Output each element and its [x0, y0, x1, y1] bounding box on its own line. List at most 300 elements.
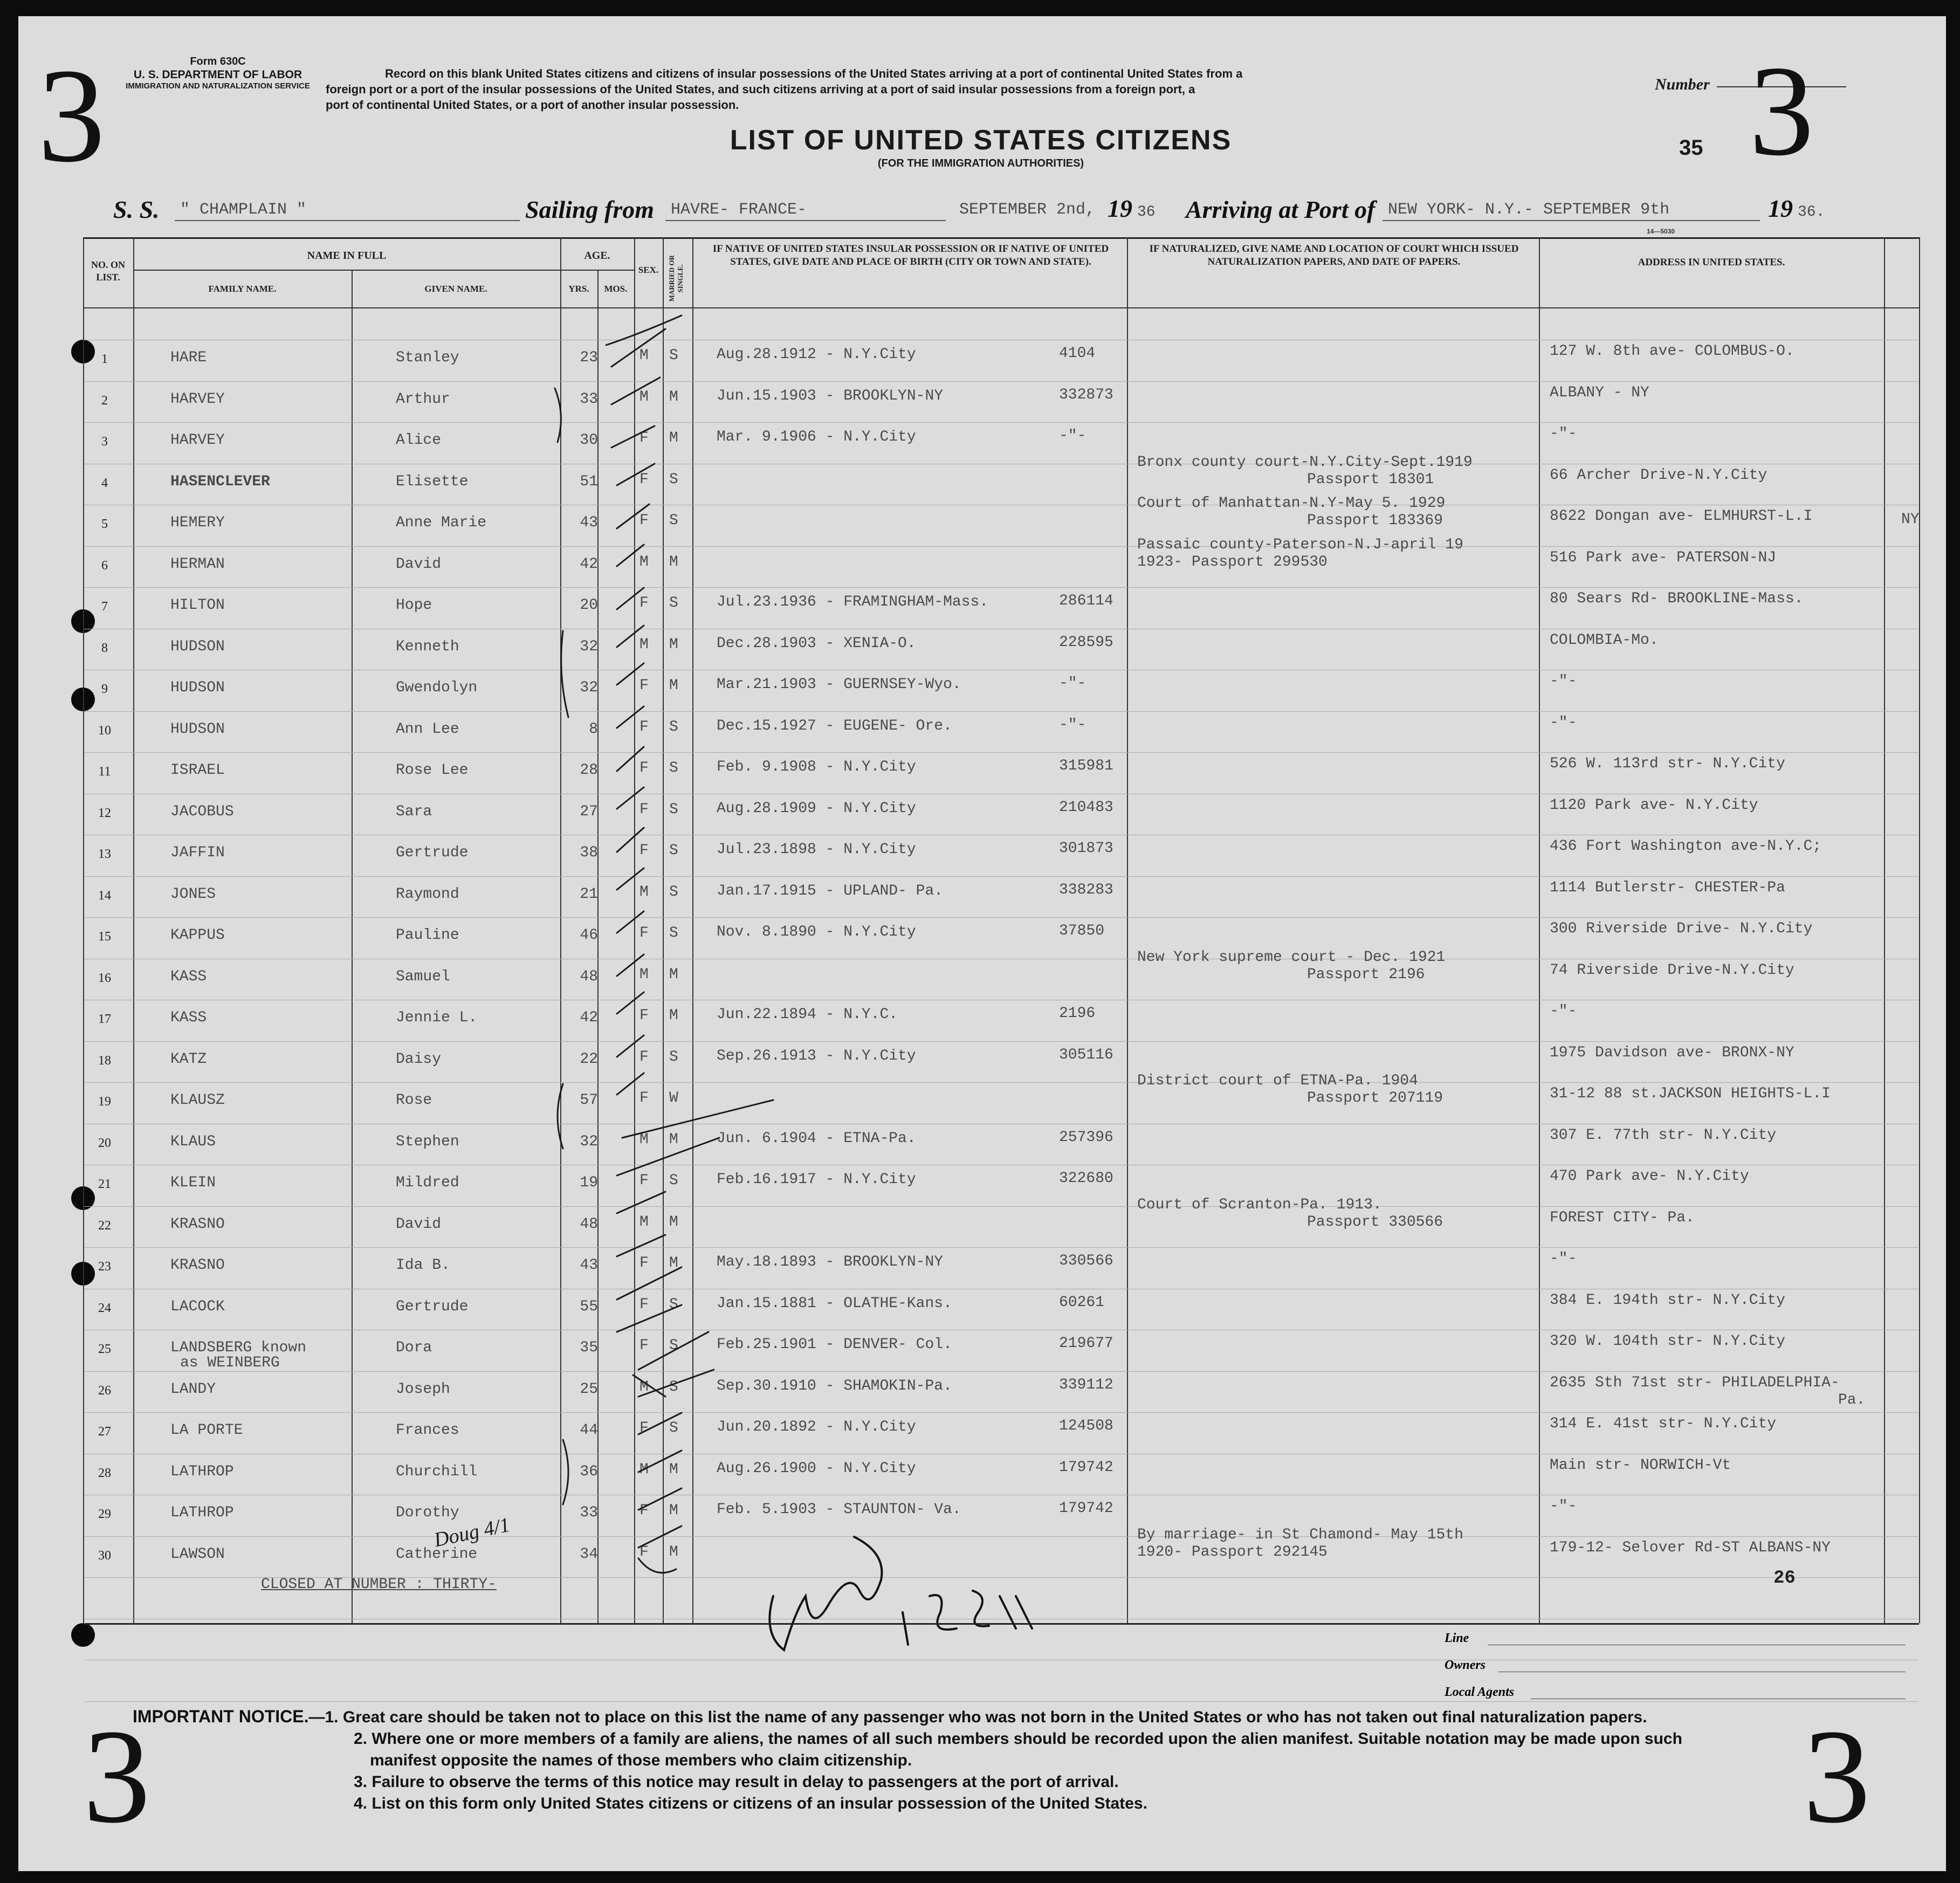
row-passport: 228595 — [1059, 634, 1113, 651]
row-marital: M — [669, 966, 678, 983]
row-no: 21 — [98, 1177, 111, 1191]
table-bottom-border — [83, 1623, 1919, 1625]
row-yrs: 21 — [580, 885, 598, 903]
row-sex: F — [639, 718, 649, 736]
row-given: Rose Lee — [396, 762, 469, 779]
row-sex: F — [639, 1420, 649, 1437]
row-passport: 179742 — [1059, 1459, 1113, 1476]
row-birth: Jun.15.1903 - BROOKLYN-NY — [717, 387, 944, 404]
row-birth: Aug.28.1912 - N.Y.City — [717, 346, 916, 363]
row-yrs: 32 — [580, 679, 598, 696]
row-birth: Mar.21.1903 - GUERNSEY-Wyo. — [717, 676, 961, 693]
row-family: LANDY — [170, 1380, 216, 1398]
row-family: HUDSON — [170, 679, 225, 696]
row-no: 11 — [98, 765, 111, 779]
row-no: 10 — [98, 723, 111, 738]
row-no: 30 — [98, 1548, 111, 1563]
line-label: Line — [1445, 1631, 1469, 1645]
row-family: KLAUS — [170, 1133, 216, 1150]
row-sex: M — [639, 388, 649, 406]
row-marital: M — [669, 636, 678, 653]
row-no: 23 — [98, 1260, 111, 1274]
row-address: 1975 Davidson ave- BRONX-NY — [1550, 1044, 1794, 1061]
row-passport: 330566 — [1059, 1253, 1113, 1269]
row-no: 18 — [98, 1053, 111, 1068]
row-given: Jennie L. — [396, 1009, 478, 1026]
row-no: 6 — [101, 558, 108, 573]
row-yrs: 48 — [580, 968, 598, 985]
row-address-continued: Pa. — [1838, 1391, 1866, 1408]
year-prefix: 19 — [1108, 195, 1132, 222]
row-yrs: 51 — [580, 473, 598, 490]
row-marital: S — [669, 1048, 678, 1066]
row-given: Dora — [396, 1339, 432, 1356]
row-marital: M — [669, 553, 678, 571]
row-sex: M — [639, 1213, 649, 1231]
row-family: JAFFIN — [170, 844, 225, 861]
row-sex: F — [639, 1337, 649, 1354]
row-address: 300 Riverside Drive- N.Y.City — [1550, 920, 1813, 937]
row-passport: 124508 — [1059, 1418, 1113, 1434]
row-sex: F — [639, 1502, 649, 1519]
local-agents-label: Local Agents — [1445, 1685, 1515, 1699]
row-sex: F — [639, 760, 649, 776]
row-nat1: Court of Scranton-Pa. 1913. — [1137, 1196, 1382, 1213]
row-yrs: 55 — [580, 1298, 598, 1315]
header-married: MARRIED OR SINGLE. — [667, 255, 684, 302]
row-birth: Nov. 8.1890 - N.Y.City — [717, 924, 916, 940]
header-yrs: YRS. — [568, 284, 589, 294]
row-birth: Feb.16.1917 - N.Y.City — [717, 1171, 916, 1188]
row-no: 17 — [98, 1012, 111, 1026]
header-family-name: FAMILY NAME. — [208, 284, 277, 294]
row-marital: M — [669, 430, 678, 446]
row-sex: F — [639, 1007, 649, 1024]
row-sex: F — [639, 512, 649, 529]
row-sex: M — [639, 883, 649, 901]
row-address: Main str- NORWICH-Vt — [1550, 1456, 1731, 1474]
row-address: FOREST CITY- Pa. — [1550, 1209, 1695, 1226]
row-marital: M — [669, 1461, 678, 1478]
row-passport: 315981 — [1059, 758, 1113, 774]
row-address: 470 Park ave- N.Y.City — [1550, 1168, 1749, 1185]
row-birth: Jun.22.1894 - N.Y.C. — [717, 1006, 898, 1023]
sailing-from: HAVRE- FRANCE- — [671, 201, 807, 219]
row-family: HARE — [170, 349, 207, 366]
row-yrs: 28 — [580, 762, 598, 779]
row-family: KASS — [170, 968, 207, 985]
row-passport: 257396 — [1059, 1129, 1113, 1146]
row-family: JACOBUS — [170, 803, 234, 820]
row-given: Stephen — [396, 1133, 459, 1150]
row-birth: Dec.15.1927 - EUGENE- Ore. — [717, 717, 952, 734]
row-no: 9 — [101, 682, 108, 696]
row-given: Joseph — [396, 1380, 450, 1398]
row-marital: S — [669, 1337, 678, 1354]
row-sex: M — [639, 1131, 649, 1148]
row-marital: M — [669, 388, 678, 406]
row-address: 66 Archer Drive-N.Y.City — [1550, 466, 1768, 484]
row-given: Samuel — [396, 968, 450, 985]
row-yrs: 22 — [580, 1050, 598, 1068]
row-family: JONES — [170, 885, 216, 903]
header-naturalized: IF NATURALIZED, GIVE NAME AND LOCATION OF COURT WHICH ISSUED NATURALIZATION PAPERS, AND DATE OF PAPERS. — [1149, 243, 1519, 267]
row-sex: M — [639, 1378, 649, 1396]
corner-number-bottom-right: 3 — [1803, 1702, 1870, 1851]
row-marital: W — [669, 1090, 678, 1107]
row-nat1: By marriage- in St Chamond- May 15th — [1137, 1526, 1463, 1543]
row-sex: M — [639, 636, 649, 653]
page-subtitle: (FOR THE IMMIGRATION AUTHORITIES) — [877, 157, 1084, 169]
notice-item: 4. List on this form only United States citizens or citizens of an insular possession of the United States. — [354, 1795, 1147, 1812]
row-given: Kenneth — [396, 638, 459, 655]
row-passport: 210483 — [1059, 799, 1113, 816]
row-sex: M — [639, 347, 649, 364]
row-yrs: 57 — [580, 1092, 598, 1109]
row-nat2: Passport 183369 — [1307, 512, 1443, 529]
row-birth: May.18.1893 - BROOKLYN-NY — [717, 1254, 944, 1270]
row-passport: 179742 — [1059, 1500, 1113, 1517]
row-address: -"- — [1550, 425, 1577, 442]
row-marital: M — [669, 1007, 678, 1024]
row-birth: Jul.23.1898 - N.Y.City — [717, 841, 916, 858]
instruction-line: Record on this blank United States citizens and citizens of insular possessions of the United States arriving at a port of continental United States from a — [385, 67, 1243, 80]
notice-title: IMPORTANT NOTICE. — [133, 1707, 309, 1726]
row-birth: Feb. 9.1908 - N.Y.City — [717, 759, 916, 775]
corner-number-bottom-left: 3 — [83, 1702, 150, 1851]
row-no: 24 — [98, 1301, 111, 1315]
row-nat1: District court of ETNA-Pa. 1904 — [1137, 1073, 1418, 1089]
row-marital: S — [669, 760, 678, 776]
department-name: U. S. DEPARTMENT OF LABOR — [133, 68, 302, 81]
row-sex: F — [639, 1543, 649, 1561]
row-sex: F — [639, 1090, 649, 1107]
row-no: 25 — [98, 1342, 111, 1356]
row-marital: S — [669, 512, 678, 529]
row-address: COLOMBIA-Mo. — [1550, 631, 1659, 649]
row-address: 1114 Butlerstr- CHESTER-Pa — [1550, 879, 1785, 896]
row-birth: Jan.17.1915 - UPLAND- Pa. — [717, 882, 944, 899]
row-given: Hope — [396, 597, 432, 614]
row-birth: Feb. 5.1903 - STAUNTON- Va. — [717, 1501, 961, 1518]
row-sex: F — [639, 1255, 649, 1272]
row-yrs: 43 — [580, 1257, 598, 1274]
row-yrs: 8 — [589, 720, 598, 738]
row-given: David — [396, 555, 442, 573]
row-family: KASS — [170, 1009, 207, 1026]
row-address: 1120 Park ave- N.Y.City — [1550, 796, 1758, 814]
row-sex: F — [639, 801, 649, 818]
row-no: 5 — [101, 517, 108, 531]
row-no: 4 — [101, 476, 108, 490]
header-age: AGE. — [584, 250, 610, 262]
row-sex: M — [639, 553, 649, 571]
sailing-date: SEPTEMBER 2nd, — [959, 201, 1096, 219]
row-given: Daisy — [396, 1050, 442, 1068]
row-birth: Jul.23.1936 - FRAMINGHAM-Mass. — [717, 594, 989, 610]
arriving-port: NEW YORK- N.Y.- SEPTEMBER 9th — [1388, 201, 1670, 219]
signature-scribble — [769, 1537, 1032, 1650]
row-marital: S — [669, 1378, 678, 1396]
row-no: 1 — [101, 352, 108, 366]
row-nat2: Passport 18301 — [1307, 471, 1434, 488]
row-family: KAPPUS — [170, 927, 225, 944]
row-given: Sara — [396, 803, 432, 820]
row-yrs: 25 — [580, 1380, 598, 1398]
row-marital: S — [669, 471, 678, 488]
arriving-year: 36. — [1798, 204, 1825, 221]
row-given: Raymond — [396, 885, 459, 903]
row-address: 179-12- Selover Rd-ST ALBANS-NY — [1550, 1539, 1831, 1556]
row-no: 28 — [98, 1466, 111, 1480]
row-birth: Sep.30.1910 - SHAMOKIN-Pa. — [717, 1377, 952, 1394]
row-address: -"- — [1550, 1003, 1577, 1020]
row-address: 526 W. 113rd str- N.Y.City — [1550, 755, 1785, 772]
row-sex: F — [639, 471, 649, 488]
sailing-label: Sailing from — [525, 196, 655, 223]
row-marital: S — [669, 1296, 678, 1313]
header-address: ADDRESS IN UNITED STATES. — [1638, 257, 1785, 268]
row-address: -"- — [1550, 714, 1577, 731]
row-birth: Aug.28.1909 - N.Y.City — [717, 800, 916, 817]
row-passport: 60261 — [1059, 1294, 1105, 1311]
header-birth: IF NATIVE OF UNITED STATES INSULAR POSSESSION OR IF NATIVE OF UNITED STATES, GIVE DATE AND PLACE OF BIRTH (CITY OR TOWN AND STATE). — [712, 243, 1109, 267]
row-given: Elisette — [396, 473, 469, 490]
row-address: 31-12 88 st.JACKSON HEIGHTS-L.I — [1550, 1085, 1831, 1102]
row-given: Catherine — [396, 1545, 478, 1563]
notice-item: manifest opposite the names of those members who claim citizenship. — [370, 1751, 912, 1769]
row-family: HARVEY — [170, 432, 225, 449]
row-yrs: 30 — [580, 432, 598, 449]
row-given: Dorothy — [396, 1504, 459, 1521]
row-marital: M — [669, 1213, 678, 1231]
row-given: Gertrude — [396, 1298, 469, 1315]
row-family: HILTON — [170, 597, 225, 614]
row-yrs: 43 — [580, 514, 598, 531]
notice-item: 2. Where one or more members of a family are aliens, the names of all such members should be recorded upon the alien manifest. Suitable notation may be made upon such — [354, 1730, 1682, 1748]
row-birth: Mar. 9.1906 - N.Y.City — [717, 429, 916, 445]
row-no: 29 — [98, 1507, 111, 1521]
row-nat2: 1920- Passport 292145 — [1137, 1543, 1328, 1561]
row-no: 19 — [98, 1095, 111, 1109]
row-yrs: 35 — [580, 1339, 598, 1356]
row-yrs: 32 — [580, 638, 598, 655]
row-sex: F — [639, 1296, 649, 1313]
header-no: NO. ON LIST. — [91, 259, 125, 283]
row-family: HUDSON — [170, 720, 225, 738]
row-yrs: 36 — [580, 1463, 598, 1480]
row-family: KATZ — [170, 1050, 207, 1068]
notice-item: 3. Failure to observe the terms of this notice may result in delay to passengers at the port of arrival. — [354, 1773, 1119, 1791]
row-marital: M — [669, 1502, 678, 1519]
row-family: HARVEY — [170, 390, 225, 408]
row-birth: Feb.25.1901 - DENVER- Col. — [717, 1336, 952, 1353]
row-nat1: Passaic county-Paterson-N.J-april 19 — [1137, 536, 1463, 553]
header-mos: MOS. — [604, 284, 628, 294]
row-family-alias: as WEINBERG — [180, 1355, 280, 1371]
row-family: LA PORTE — [170, 1422, 243, 1439]
header-name-in-full: NAME IN FULL — [307, 250, 387, 262]
row-yrs: 27 — [580, 803, 598, 820]
row-family: HASENCLEVER — [170, 473, 270, 490]
notice-item: —1. Great care should be taken not to place on this list the name of any passenger who was not born in the United States or who has not taken out final naturalization papers. — [308, 1708, 1647, 1726]
row-no: 7 — [101, 600, 108, 614]
row-passport: 301873 — [1059, 840, 1113, 857]
row-nat2: Passport 207119 — [1307, 1090, 1443, 1107]
row-given: Pauline — [396, 927, 459, 944]
row-sex: F — [639, 1172, 649, 1189]
row-marital: S — [669, 1420, 678, 1437]
row-nat2: Passport 330566 — [1307, 1213, 1443, 1231]
handwritten-annotation: Doug 4/1 — [432, 1513, 512, 1552]
row-given: Ann Lee — [396, 720, 459, 738]
service-name: IMMIGRATION AND NATURALIZATION SERVICE — [126, 81, 310, 91]
row-address: -"- — [1550, 1250, 1577, 1267]
row-passport: 37850 — [1059, 923, 1105, 939]
row-marital: S — [669, 347, 678, 364]
row-given: David — [396, 1215, 442, 1233]
row-no: 15 — [98, 930, 111, 944]
row-no: 20 — [98, 1136, 111, 1150]
row-no: 8 — [101, 641, 108, 655]
corner-number-top-left: 3 — [38, 41, 105, 190]
arriving-year-prefix: 19 — [1768, 195, 1793, 222]
row-given: Gwendolyn — [396, 679, 478, 696]
row-passport: -"- — [1059, 428, 1086, 444]
row-birth: Jun.20.1892 - N.Y.City — [717, 1419, 916, 1435]
row-sex: F — [639, 677, 649, 694]
row-sex: M — [639, 1461, 649, 1478]
row-family: KRASNO — [170, 1215, 225, 1233]
row-no: 14 — [98, 888, 111, 903]
footer-count: 26 — [1773, 1568, 1796, 1589]
row-address: 320 W. 104th str- N.Y.City — [1550, 1333, 1785, 1350]
row-family: KRASNO — [170, 1257, 225, 1274]
row-sex: F — [639, 595, 649, 611]
row-nat2: 1923- Passport 299530 — [1137, 553, 1328, 571]
row-marital: S — [669, 883, 678, 901]
row-yrs: 19 — [580, 1174, 598, 1191]
row-address: 8622 Dongan ave- ELMHURST-L.I — [1550, 508, 1813, 525]
header-given-name: GIVEN NAME. — [424, 284, 487, 294]
row-nat1: Court of Manhattan-N.Y-May 5. 1929 — [1137, 495, 1446, 512]
page-title: LIST OF UNITED STATES CITIZENS — [730, 125, 1232, 156]
page-number: 35 — [1679, 136, 1703, 160]
row-family: ISRAEL — [170, 762, 225, 779]
row-given: Ida B. — [396, 1257, 450, 1274]
instruction-line: foreign port or a port of the insular possessions of the United States, and such citizens arriving at a port of said insular possessions from a foreign port, a — [326, 83, 1195, 97]
list-number: 3 — [1749, 39, 1814, 182]
row-passport: 2196 — [1059, 1005, 1096, 1022]
number-label: Number — [1655, 75, 1710, 93]
manifest-sheet — [18, 16, 1946, 1871]
row-sex: F — [639, 1048, 649, 1066]
row-given: Stanley — [396, 349, 459, 366]
owners-label: Owners — [1445, 1658, 1486, 1672]
row-no: 12 — [98, 806, 111, 820]
row-family: LATHROP — [170, 1463, 234, 1480]
handwritten-check-marks — [18, 16, 1946, 1871]
row-birth: Sep.26.1913 - N.Y.City — [717, 1047, 916, 1064]
ship-name: " CHAMPLAIN " — [180, 201, 307, 219]
row-sex: F — [639, 925, 649, 942]
ship-label: S. S. — [113, 196, 160, 223]
row-nat2: Passport 2196 — [1307, 966, 1425, 983]
row-family: HEMERY — [170, 514, 225, 531]
row-given: Gertrude — [396, 844, 469, 861]
row-sex: M — [639, 966, 649, 983]
row-address: 436 Fort Washington ave-N.Y.C; — [1550, 838, 1822, 855]
row-birth: Aug.26.1900 - N.Y.City — [717, 1460, 916, 1477]
row-family: HERMAN — [170, 555, 225, 573]
row-address: 74 Riverside Drive-N.Y.City — [1550, 961, 1794, 979]
row-no: 13 — [98, 847, 111, 861]
row-given: Alice — [396, 432, 442, 449]
row-marital: M — [669, 1543, 678, 1561]
row-given: Frances — [396, 1422, 459, 1439]
row-address: -"- — [1550, 1498, 1577, 1515]
row-birth: Jan.15.1881 - OLATHE-Kans. — [717, 1295, 952, 1312]
row-marital: S — [669, 842, 678, 859]
row-yrs: 38 — [580, 844, 598, 861]
margin-note: NY — [1901, 511, 1920, 528]
row-address: 516 Park ave- PATERSON-NJ — [1550, 549, 1777, 566]
header-sex: SEX. — [638, 265, 659, 275]
row-family: LATHROP — [170, 1504, 234, 1521]
row-sex: F — [639, 430, 649, 446]
row-address: 384 E. 194th str- N.Y.City — [1550, 1291, 1785, 1309]
row-given: Arthur — [396, 390, 450, 408]
row-sex: F — [639, 842, 649, 859]
row-address: -"- — [1550, 673, 1577, 690]
row-given: Mildred — [396, 1174, 459, 1191]
row-given: Churchill — [396, 1463, 478, 1480]
row-address: 127 W. 8th ave- COLOMBUS-O. — [1550, 343, 1794, 360]
row-passport: -"- — [1059, 716, 1086, 733]
closed-at-number: CLOSED AT NUMBER : THIRTY- — [261, 1576, 497, 1593]
row-marital: S — [669, 801, 678, 818]
row-yrs: 33 — [580, 1504, 598, 1521]
row-marital: S — [669, 1172, 678, 1189]
form-number: Form 630C — [190, 56, 246, 67]
instruction-line: port of continental United States, or a port of another insular possession. — [326, 98, 739, 112]
row-family: HUDSON — [170, 638, 225, 655]
row-passport: 4104 — [1059, 345, 1096, 362]
row-yrs: 23 — [580, 349, 598, 366]
row-marital: S — [669, 718, 678, 736]
row-yrs: 48 — [580, 1215, 598, 1233]
row-given: Rose — [396, 1092, 432, 1109]
row-no: 2 — [101, 393, 108, 408]
sailing-year: 36 — [1137, 204, 1156, 221]
row-yrs: 33 — [580, 390, 598, 408]
row-address: 307 E. 77th str- N.Y.City — [1550, 1126, 1777, 1144]
row-yrs: 32 — [580, 1133, 598, 1150]
row-family: LAWSON — [170, 1545, 225, 1563]
row-passport: 339112 — [1059, 1376, 1113, 1393]
row-address: 2635 Sth 71st str- PHILADELPHIA- — [1550, 1374, 1840, 1391]
row-family: LANDSBERG known — [170, 1339, 307, 1356]
row-yrs: 42 — [580, 1009, 598, 1026]
row-passport: 286114 — [1059, 593, 1113, 609]
row-no: 3 — [101, 435, 108, 449]
row-nat1: Bronx county court-N.Y.City-Sept.1919 — [1137, 453, 1473, 471]
row-yrs: 42 — [580, 555, 598, 573]
row-passport: 332873 — [1059, 386, 1113, 403]
row-passport: 322680 — [1059, 1170, 1113, 1187]
row-passport: 219677 — [1059, 1335, 1113, 1352]
row-family: KLEIN — [170, 1174, 216, 1191]
